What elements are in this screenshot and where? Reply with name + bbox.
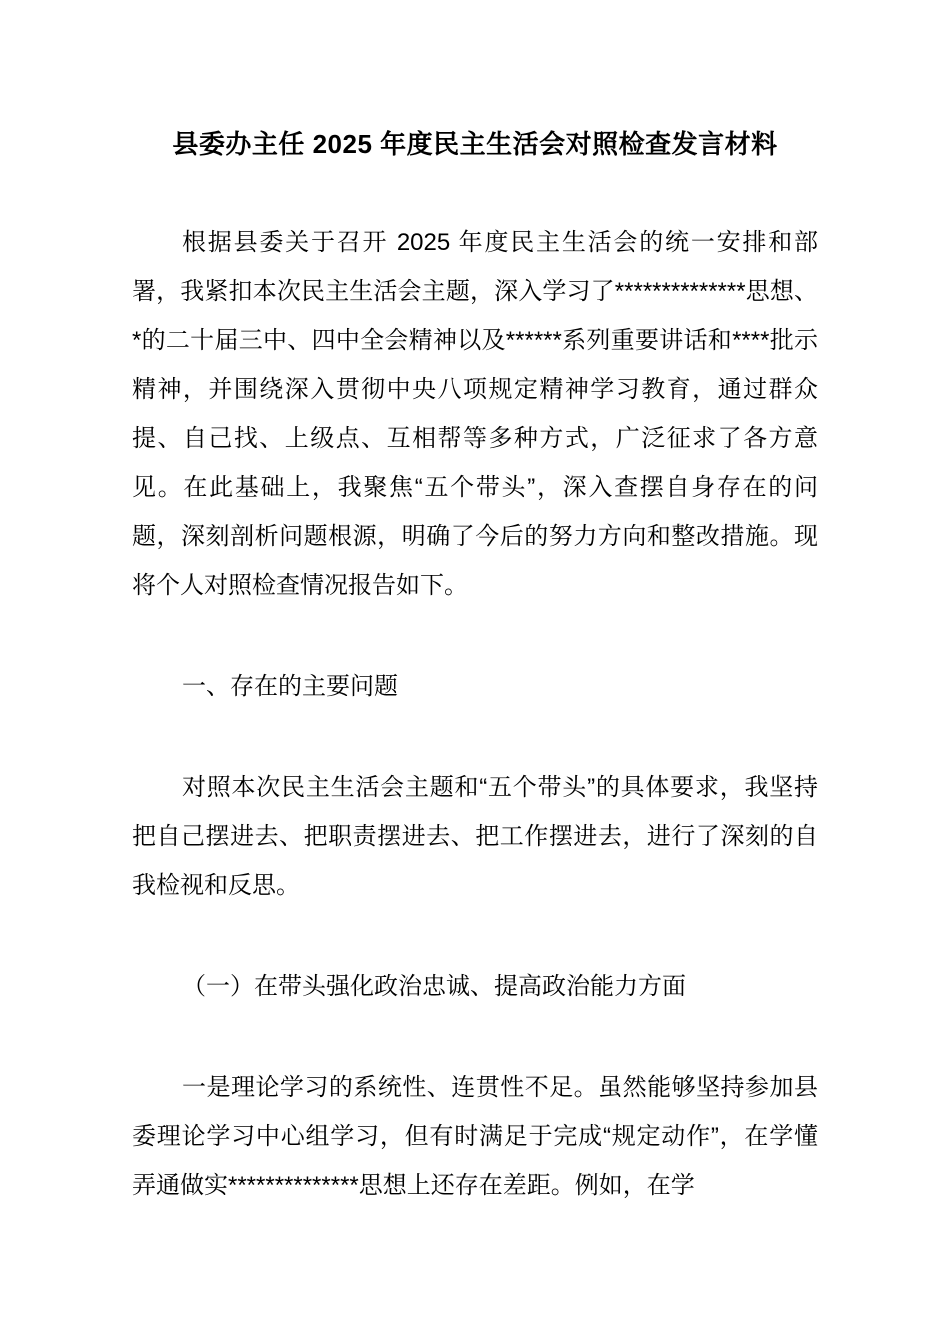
section-heading-main-problems: 一、存在的主要问题 xyxy=(182,673,398,700)
paragraph-intro: 根据县委关于召开 2025 年度民主生活会的统一安排和部署，我紧扣本次民主生活会主题，深入学习了**************思想、*的二十届三中、四中全会精神以及******系列重要讲话和****批示精神，并围绕深入贯彻中央八项规定精神学习教育，通过群众提、自己找、上级点、互相帮等多种方式，广泛征求了各方意见。在此基础上，我聚焦“五个带头”，深入查摆自身存在的问题，深刻剖析问题根源，明确了今后的努力方向和整改措施。现将个人对照检查情况报告如下。 xyxy=(132,229,818,599)
subsection-heading-political-loyalty: （一）在带头强化政治忠诚、提高政治能力方面 xyxy=(182,973,686,1000)
document-title: 县委办主任 2025 年度民主生活会对照检查发言材料 xyxy=(172,129,778,159)
paragraph-theory-study: 一是理论学习的系统性、连贯性不足。虽然能够坚持参加县委理论学习中心组学习，但有时满足于完成“规定动作”，在学懂弄通做实**************思想上还存在差距。例如，在学 xyxy=(132,1074,818,1199)
paragraph-self-review: 对照本次民主生活会主题和“五个带头”的具体要求，我坚持把自己摆进去、把职责摆进去、把工作摆进去，进行了深刻的自我检视和反思。 xyxy=(132,774,818,899)
